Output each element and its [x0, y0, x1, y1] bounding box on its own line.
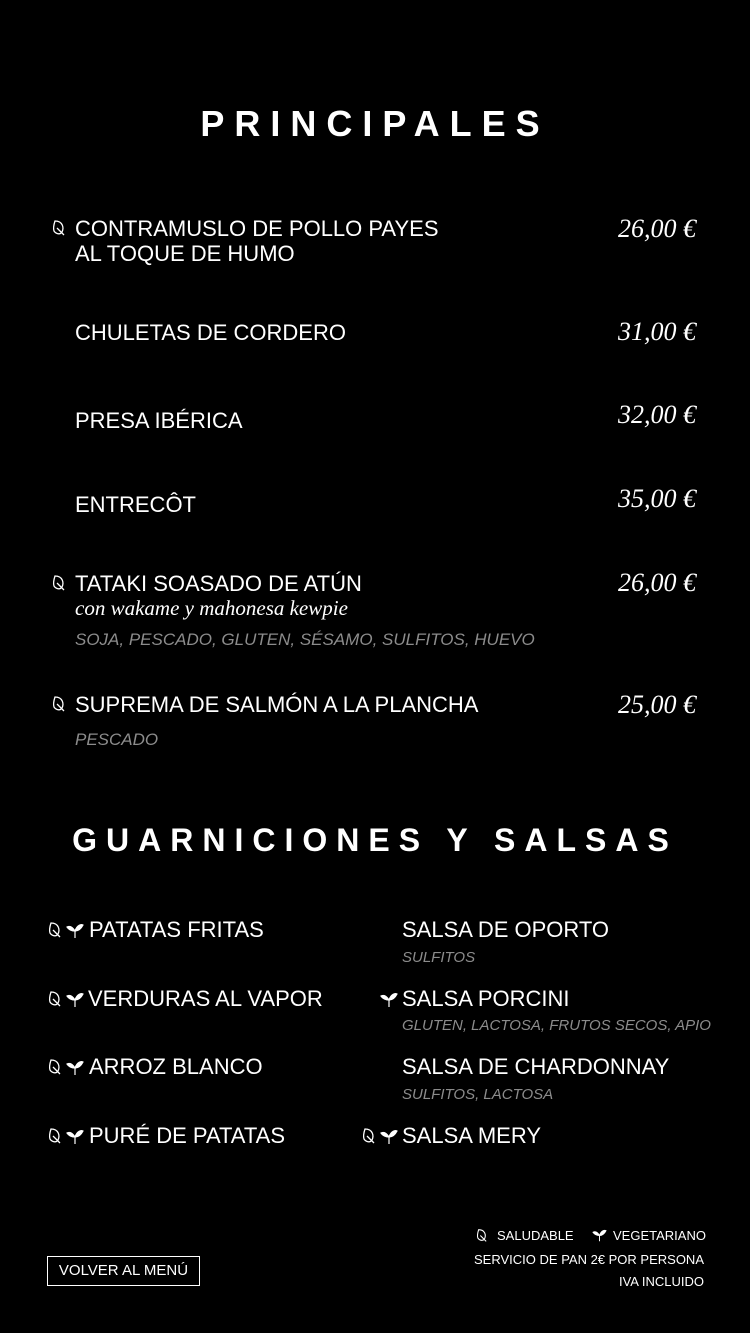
- sprout-icon: [66, 992, 84, 1008]
- leaf-icon: [48, 1127, 62, 1145]
- sprout-icon: [592, 1229, 607, 1242]
- leaf-icon: [52, 574, 66, 592]
- sauce-item-allergens: GLUTEN, LACTOSA, FRUTOS SECOS, APIO: [402, 1017, 711, 1034]
- back-to-menu-button[interactable]: VOLVER AL MENÚ: [47, 1256, 200, 1286]
- legend-saludable: SALUDABLE: [497, 1228, 574, 1243]
- sauce-item-name: SALSA DE CHARDONNAY: [402, 1054, 670, 1079]
- item-name-line1: CONTRAMUSLO DE POLLO PAYES: [75, 216, 439, 241]
- item-name-chuletas: CHULETAS DE CORDERO: [75, 320, 346, 345]
- item-name-tataki: TATAKI SOASADO DE ATÚN: [75, 571, 362, 596]
- section-title-principales: PRINCIPALES: [200, 103, 550, 144]
- leaf-icon: [476, 1228, 488, 1243]
- item-name-entrecot: ENTRECÔT: [75, 492, 196, 517]
- item-price: 31,00 €: [618, 317, 696, 346]
- sauce-item-name: SALSA DE OPORTO: [402, 917, 610, 942]
- item-name-salmon: SUPREMA DE SALMÓN A LA PLANCHA: [75, 692, 479, 717]
- legend-vegetariano: VEGETARIANO: [613, 1228, 706, 1243]
- leaf-icon: [362, 1127, 376, 1145]
- bread-service-note: SERVICIO DE PAN 2€ POR PERSONA: [474, 1252, 704, 1267]
- item-allergens: PESCADO: [75, 730, 159, 749]
- sauce-item-allergens: SULFITOS: [402, 949, 476, 966]
- leaf-icon: [52, 219, 66, 237]
- sprout-icon: [66, 1060, 84, 1076]
- sprout-icon: [380, 1129, 398, 1145]
- side-item-name: PATATAS FRITAS: [89, 917, 264, 942]
- leaf-icon: [48, 921, 62, 939]
- side-item-name: PURÉ DE PATATAS: [89, 1123, 285, 1148]
- leaf-icon: [52, 695, 66, 713]
- side-item-name: ARROZ BLANCO: [89, 1054, 263, 1079]
- item-name-contramuslo: [75, 216, 439, 266]
- item-price: 32,00 €: [618, 400, 696, 429]
- sprout-icon: [66, 923, 84, 939]
- section-title-guarniciones: GUARNICIONES Y SALSAS: [72, 822, 678, 858]
- leaf-icon: [48, 990, 62, 1008]
- sprout-icon: [380, 992, 398, 1008]
- item-price: 26,00 €: [618, 214, 696, 243]
- item-name-line2: AL TOQUE DE HUMO: [75, 241, 295, 266]
- item-allergens: SOJA, PESCADO, GLUTEN, SÉSAMO, SULFITOS, HUEVO: [75, 630, 535, 649]
- leaf-icon: [48, 1058, 62, 1076]
- item-name-presa: PRESA IBÉRICA: [75, 408, 243, 433]
- iva-note: IVA INCLUIDO: [618, 1274, 704, 1289]
- item-price: 35,00 €: [618, 484, 696, 513]
- item-price: 25,00 €: [618, 690, 696, 719]
- sauce-item-name: SALSA PORCINI: [402, 986, 570, 1011]
- item-subtitle: con wakame y mahonesa kewpie: [75, 596, 348, 620]
- sauce-item-name: SALSA MERY: [402, 1123, 541, 1148]
- sprout-icon: [66, 1129, 84, 1145]
- item-price: 26,00 €: [618, 568, 696, 597]
- side-item-name: VERDURAS AL VAPOR: [88, 986, 323, 1011]
- sauce-item-allergens: SULFITOS, LACTOSA: [402, 1086, 554, 1103]
